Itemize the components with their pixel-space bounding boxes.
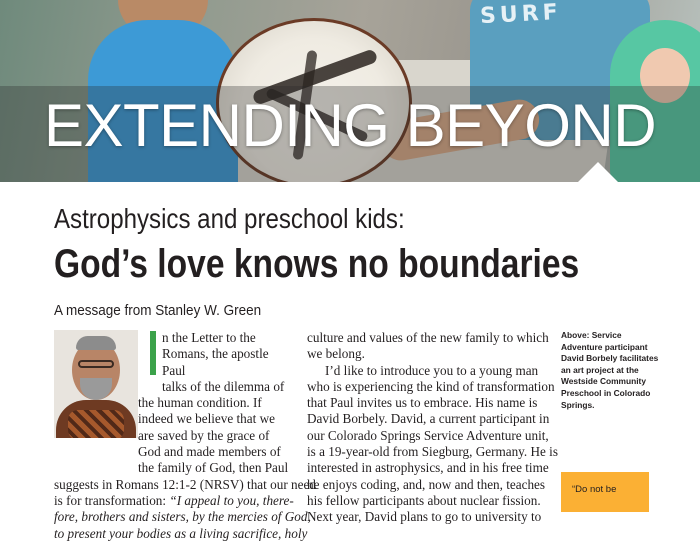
body-line: suggests in Romans 12:1-2 (NRSV) that our need xyxy=(54,476,316,492)
body-line: culture and values of the new family to which xyxy=(307,330,549,345)
caption-pointer-notch xyxy=(578,162,618,182)
body-line: Next year, David plans to go to university to xyxy=(307,509,542,525)
body-line: his fellow participants about nuclear fission. xyxy=(307,492,541,508)
body-line: our Colorado Springs Service Adventure unit, xyxy=(307,427,549,443)
body-line: the human condition. If xyxy=(138,395,262,411)
body-line: the family of God, then Paul xyxy=(138,460,289,476)
portrait-shirt-pattern xyxy=(68,410,124,438)
body-text: is for transformation: xyxy=(54,492,167,508)
drop-cap-bar xyxy=(150,331,156,375)
author-portrait xyxy=(54,330,138,438)
body-line xyxy=(54,525,308,542)
body-line: n the Letter to the xyxy=(162,330,256,345)
article-byline: A message from Stanley W. Green xyxy=(54,302,262,319)
pull-quote-text: “Do not be xyxy=(572,484,617,495)
body-line: God and made members of xyxy=(138,444,281,460)
portrait-glasses xyxy=(78,360,114,368)
body-line: David Borbely. David, a current participant in xyxy=(307,411,550,427)
portrait-hair xyxy=(76,336,116,350)
body-line: he enjoys coding, and, now and then, teaches xyxy=(307,476,546,492)
scripture-quote: to present your bodies as a living sacrifice, holy xyxy=(54,525,308,541)
caption-line: David Borbely facilitates xyxy=(561,353,659,364)
scripture-quote: “I appeal to you, there- xyxy=(169,492,294,508)
body-line xyxy=(54,509,311,525)
body-line: that Paul invites us to embrace. His name is xyxy=(307,395,538,411)
scripture-quote: fore, brothers and sisters, by the mercies of God, xyxy=(54,509,311,525)
body-line: I’d like to introduce you to a young man xyxy=(325,362,539,378)
caption-line: Above: Service xyxy=(561,330,622,340)
section-banner-title: EXTENDING BEYOND xyxy=(43,92,657,159)
body-line: who is experiencing the kind of transformation xyxy=(307,378,555,394)
caption-line: an art project at the xyxy=(561,364,639,375)
article-column-2 xyxy=(307,330,558,526)
body-line: interested in astrophysics, and in his free time xyxy=(307,460,549,476)
caption-line: Westside Community xyxy=(561,376,647,387)
body-line: talks of the dilemma of xyxy=(162,378,285,394)
caption-line: Adventure participant xyxy=(561,341,648,352)
body-line: we belong. xyxy=(307,346,365,362)
body-line xyxy=(54,493,294,509)
body-line: indeed we believe that we xyxy=(138,411,275,427)
article-kicker: Astrophysics and preschool kids: xyxy=(54,203,405,234)
caption-line: Springs. xyxy=(561,399,595,410)
photo-shirt-print: SURF xyxy=(479,0,563,30)
article-headline: God’s love knows no boundaries xyxy=(54,242,580,286)
pull-quote-box xyxy=(561,472,649,512)
body-line: Romans, the apostle Paul xyxy=(162,346,269,378)
photo-caption xyxy=(561,330,661,411)
caption-line: Preschool in Colorado xyxy=(561,387,651,398)
body-line: are saved by the grace of xyxy=(138,427,270,443)
body-line: is a 19-year-old from Siegburg, Germany. He is xyxy=(307,444,558,460)
